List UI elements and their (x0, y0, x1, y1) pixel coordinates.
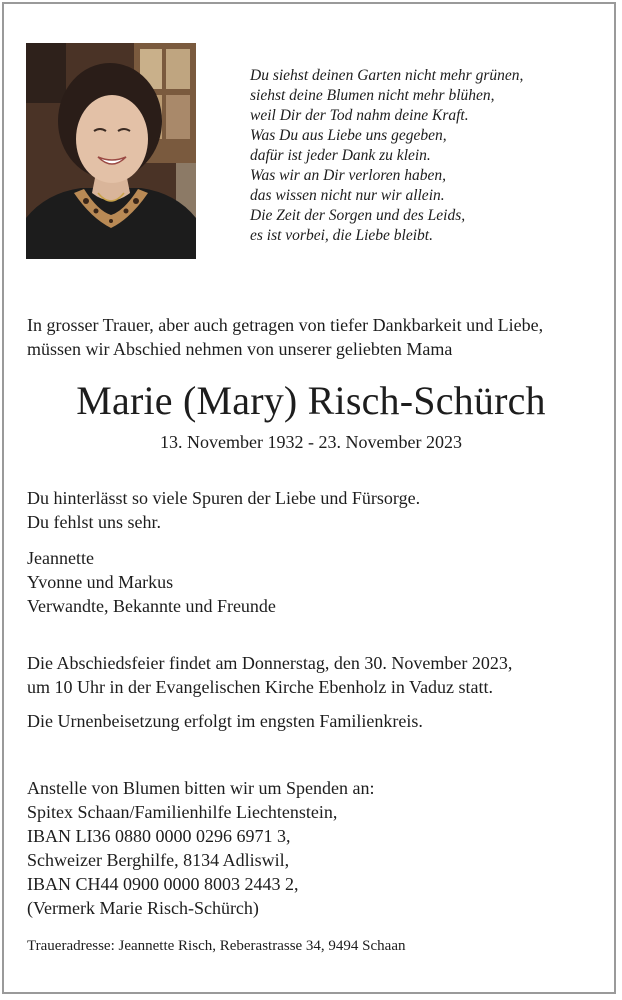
deceased-name: Marie (Mary) Risch-Schürch (76, 378, 546, 423)
mourning-address: Traueradresse: Jeannette Risch, Reberastrasse 34, 9494 Schaan (27, 938, 406, 954)
burial-info (27, 709, 607, 733)
mourner-entry: Jeannette (27, 548, 94, 568)
ceremony-line: um 10 Uhr in der Evangelischen Kirche Ebenholz in Vaduz statt. (27, 677, 494, 697)
poem-line: weil Dir der Tod nahm deine Kraft. (250, 107, 469, 124)
donation-info (27, 776, 607, 920)
mourners-list (27, 546, 607, 618)
ceremony-line: Die Abschiedsfeier findet am Donnerstag, den 30. November 2023, (27, 653, 513, 673)
ceremony-info (27, 651, 607, 699)
intro-line: müssen wir Abschied nehmen von unserer geliebten Mama (27, 339, 453, 359)
donation-line: Anstelle von Blumen bitten wir um Spenden an: (27, 778, 375, 798)
donation-line: (Vermerk Marie Risch-Schürch) (27, 898, 259, 918)
intro-line: In grosser Trauer, aber auch getragen von tiefer Dankbarkeit und Liebe, (27, 315, 544, 335)
portrait-photo (26, 43, 196, 259)
donation-line: Schweizer Berghilfe, 8134 Adliswil, (27, 850, 290, 870)
poem-line: Was wir an Dir verloren haben, (250, 167, 447, 184)
poem-line: siehst deine Blumen nicht mehr blühen, (250, 87, 495, 104)
poem-line: das wissen nicht nur wir allein. (250, 187, 445, 204)
poem (250, 66, 590, 246)
donation-line: IBAN CH44 0900 0000 8003 2443 2, (27, 874, 299, 894)
message-line: Du hinterlässt so viele Spuren der Liebe und Fürsorge. (27, 488, 421, 508)
farewell-message (27, 486, 607, 534)
donation-line: Spitex Schaan/Familienhilfe Liechtenstein, (27, 802, 338, 822)
poem-line: Die Zeit der Sorgen und des Leids, (250, 207, 466, 224)
message-line: Du fehlst uns sehr. (27, 512, 161, 532)
poem-line: Du siehst deinen Garten nicht mehr grünen, (250, 67, 524, 84)
poem-line: es ist vorbei, die Liebe bleibt. (250, 227, 433, 244)
poem-line: dafür ist jeder Dank zu klein. (250, 147, 431, 164)
intro-text (27, 313, 607, 361)
burial-line: Die Urnenbeisetzung erfolgt im engsten Familienkreis. (27, 711, 423, 731)
life-dates: 13. November 1932 - 23. November 2023 (160, 432, 462, 452)
mourner-entry: Yvonne und Markus (27, 572, 174, 592)
poem-line: Was Du aus Liebe uns gegeben, (250, 127, 447, 144)
donation-line: IBAN LI36 0880 0000 0296 6971 3, (27, 826, 291, 846)
portrait-illustration (26, 43, 196, 259)
mourner-entry: Verwandte, Bekannte und Freunde (27, 596, 276, 616)
